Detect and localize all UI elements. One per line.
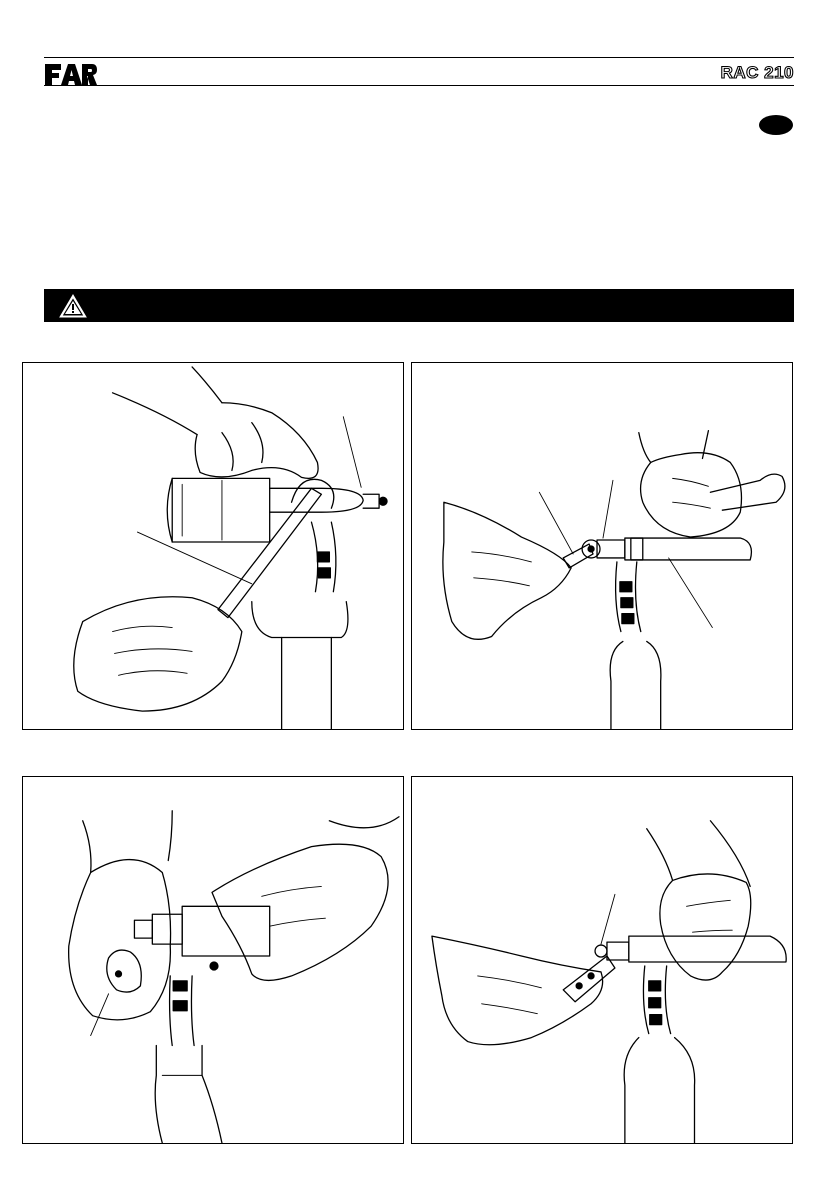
figure-4-panel <box>411 776 793 1144</box>
flat-spanner-illustration <box>412 777 792 1143</box>
header-top-rule <box>44 57 794 58</box>
warning-bar <box>44 289 794 322</box>
far-logo <box>44 62 98 86</box>
model-label: RAC 210 <box>720 63 794 82</box>
figure-3-panel <box>22 776 404 1144</box>
figure-1-panel <box>22 362 404 730</box>
wrench-loosening-illustration <box>23 363 403 729</box>
jaw-sleeve-removal-illustration <box>23 777 403 1143</box>
nosepiece-removal-illustration <box>412 363 792 729</box>
figure-2-panel <box>411 362 793 730</box>
warning-triangle-icon <box>58 293 88 319</box>
language-badge <box>759 115 793 135</box>
header-bottom-rule <box>44 85 794 86</box>
